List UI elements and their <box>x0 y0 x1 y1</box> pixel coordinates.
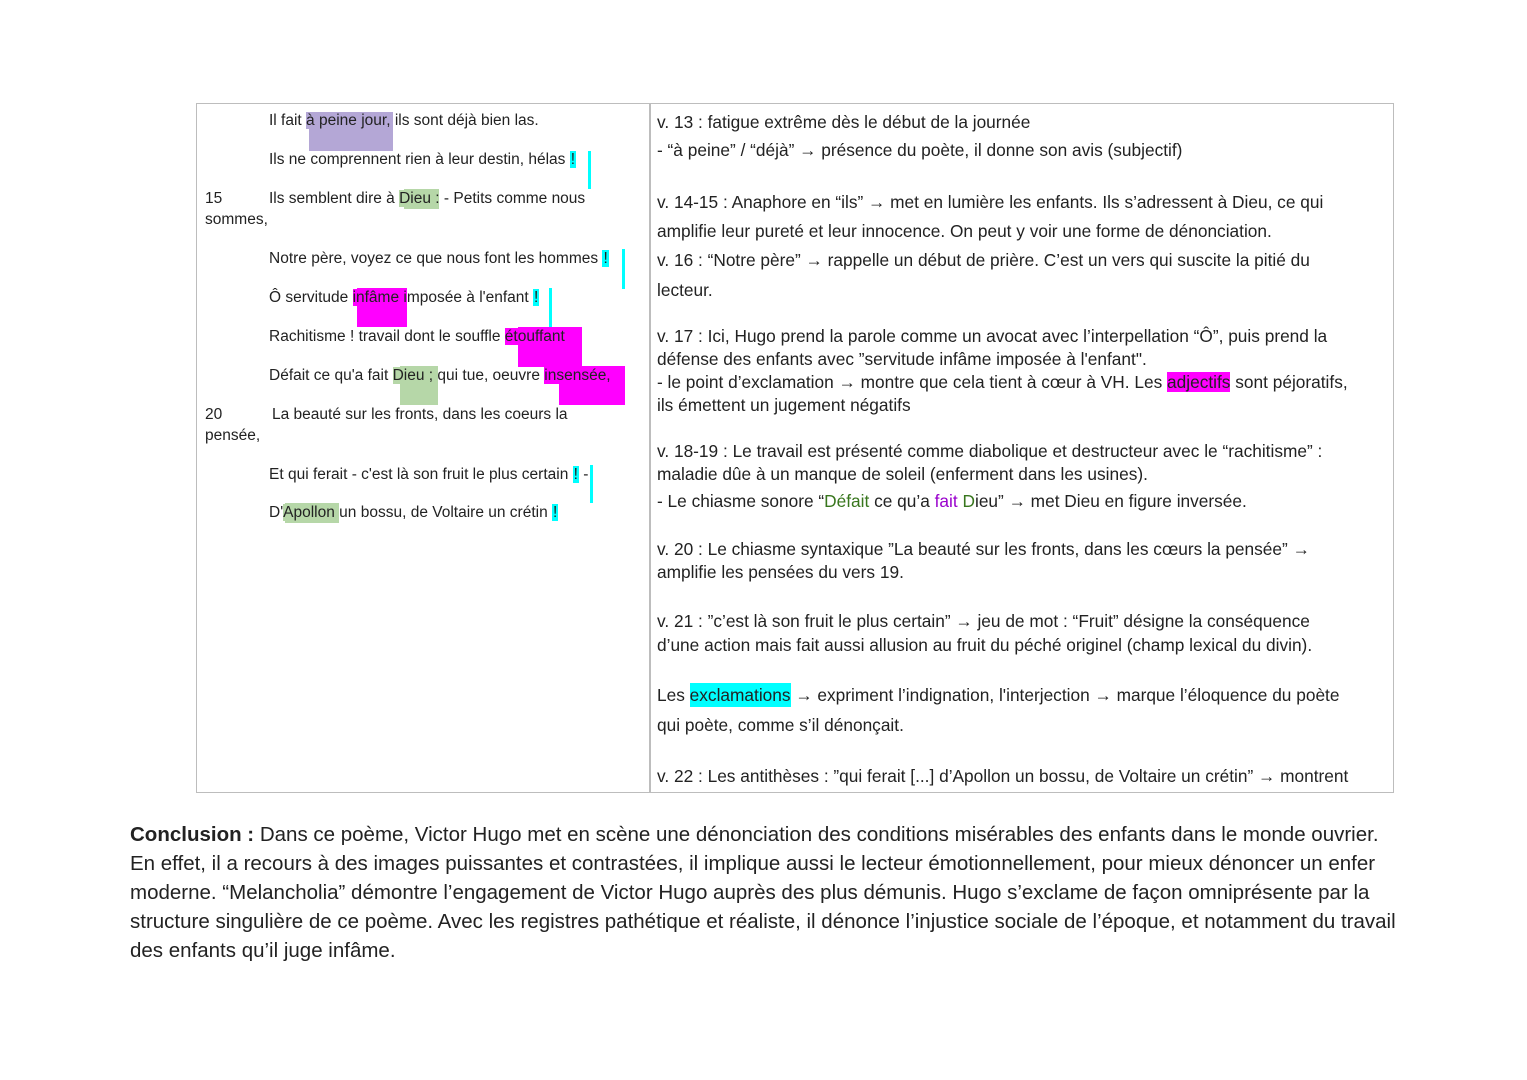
column-divider <box>649 104 651 792</box>
highlight-a-peine-jour: à peine jour <box>306 112 387 129</box>
exclamation-mark: ! <box>534 289 539 306</box>
exclamation-mark-pad <box>549 288 552 328</box>
poem-line-20-wrap: pensée, <box>205 427 261 444</box>
exclamation-mark: ! <box>553 504 558 521</box>
poem-line-22: D'Apollon un bossu, de Voltaire un crétin ! <box>269 504 558 521</box>
exclamation-mark-pad <box>588 151 591 189</box>
poem-line-16: Notre père, voyez ce que nous font les hommes ! <box>269 250 608 267</box>
highlight-apollon: Apollon <box>283 504 335 521</box>
analysis-v16-cont: lecteur. <box>657 280 713 300</box>
poem-line-17: Ô servitude infâme imposée à l'enfant ! <box>269 289 539 306</box>
analysis-exclamations: Les exclamations → expriment l’indignation, l'interjection → marque l’éloquence du poète <box>657 685 1340 705</box>
analysis-v21-cont: d’une action mais fait aussi allusion au fruit du péché originel (champ lexical du divin). <box>657 635 1313 655</box>
analysis-v17: v. 17 : Ici, Hugo prend la parole comme un avocat avec l’interpellation “Ô”, puis prend la <box>657 326 1328 346</box>
exclamation-mark: ! <box>570 151 576 168</box>
analysis-v17-judgment: ils émettent un jugement négatifs <box>657 395 911 415</box>
conclusion-label: Conclusion : <box>130 823 255 846</box>
highlight-dieu: Dieu <box>392 367 425 384</box>
analysis-v20: v. 20 : Le chiasme syntaxique ”La beauté sur les fronts, dans les cœurs la pensée” → <box>657 539 1310 559</box>
verse-number-15: 15 <box>205 190 223 207</box>
analysis-v16: v. 16 : “Notre père” → rappelle un début de prière. C’est un vers qui suscite la pitié du <box>657 250 1310 270</box>
conclusion-paragraph <box>130 820 1400 965</box>
analysis-v14-15-cont: amplifie leur pureté et leur innocence. On peut y voir une forme de dénonciation. <box>657 221 1272 241</box>
exclamation-mark-pad <box>622 249 625 289</box>
poem-column <box>197 104 649 792</box>
analysis-table <box>196 103 1394 793</box>
highlight-infame: infâme <box>352 289 400 306</box>
poem-line-14: Ils ne comprennent rien à leur destin, hélas ! <box>269 151 576 168</box>
analysis-chiasme-sonore: - Le chiasme sonore “Défait ce qu’a fait Dieu” → met Dieu en figure inversée. <box>657 491 1247 511</box>
highlight-adjectifs: adjectifs <box>1167 372 1231 392</box>
analysis-v21: v. 21 : ”c’est là son fruit le plus certain” → jeu de mot : “Fruit” désigne la conséquence <box>657 611 1310 631</box>
analysis-v18-19-cont: maladie dûe à un manque de soleil (enferment dans les usines). <box>657 464 1148 484</box>
analysis-v20-cont: amplifie les pensées du vers 19. <box>657 562 904 582</box>
poem-line-19: Défait ce qu'a fait Dieu ; qui tue, oeuvre insensée, <box>269 367 611 384</box>
analysis-v17-exclamation: - le point d’exclamation → montre que cela tient à cœur à VH. Les adjectifs sont péjoratifs, <box>657 372 1348 392</box>
analysis-v13-detail: - “à peine” / “déjà” → présence du poète, il donne son avis (subjectif) <box>657 140 1183 160</box>
analysis-v18-19: v. 18-19 : Le travail est présenté comme diabolique et destructeur avec le “rachitisme” : <box>657 441 1323 461</box>
analysis-v14-15: v. 14-15 : Anaphore en “ils” → met en lumière les enfants. Ils s’adressent à Dieu, ce qui <box>657 192 1324 212</box>
poem-line-20: La beauté sur les fronts, dans les coeurs la <box>272 406 568 423</box>
poem-line-15: Ils semblent dire à Dieu : - Petits comme nous <box>269 190 586 207</box>
exclamation-mark: ! <box>603 250 608 267</box>
highlight-insensee: insensée, <box>544 367 611 384</box>
poem-line-18: Rachitisme ! travail dont le souffle étouffant <box>269 328 565 345</box>
analysis-column <box>657 104 1392 792</box>
conclusion-text: Dans ce poème, Victor Hugo met en scène une dénonciation des conditions misérables des enfants dans le monde ouvrier. En effet, il a recours à des images puissantes et contrastées, il implique aussi le lecteur émotionnellement, pour mieux dénoncer un enfer moderne. “Melancholia” démontre l’engagement de Victor Hugo auprès des plus démunis. Hugo s’exclame de façon omniprésente par la structure singulière de ce poème. Avec les registres pathétique et réaliste, il dénonce l’injustice sociale de l’époque, et notamment du travail des enfants qu’il juge infâme. <box>130 823 1396 962</box>
analysis-exclamations-cont: qui poète, comme s’il dénonçait. <box>657 715 904 735</box>
poem-line-13: Il fait à peine jour, ils sont déjà bien las. <box>269 112 539 129</box>
highlight-exclamations: exclamations <box>689 685 791 705</box>
highlight-etouffant: étouffant <box>504 328 565 345</box>
analysis-v13: v. 13 : fatigue extrême dès le début de la journée <box>657 112 1031 132</box>
exclamation-mark: ! <box>573 466 578 483</box>
poem-line-15-wrap: sommes, <box>205 211 268 228</box>
highlight-dieu: Dieu <box>399 190 431 207</box>
verse-number-20: 20 <box>205 406 223 423</box>
analysis-v17-cont: défense des enfants avec ”servitude infâme imposée à l'enfant". <box>657 349 1147 369</box>
exclamation-mark-pad <box>590 465 593 503</box>
analysis-v22: v. 22 : Les antithèses : ”qui ferait [...] d’Apollon un bossu, de Voltaire un crétin” → montrent <box>657 766 1349 786</box>
poem-line-21: Et qui ferait - c'est là son fruit le plus certain ! - <box>269 466 589 483</box>
